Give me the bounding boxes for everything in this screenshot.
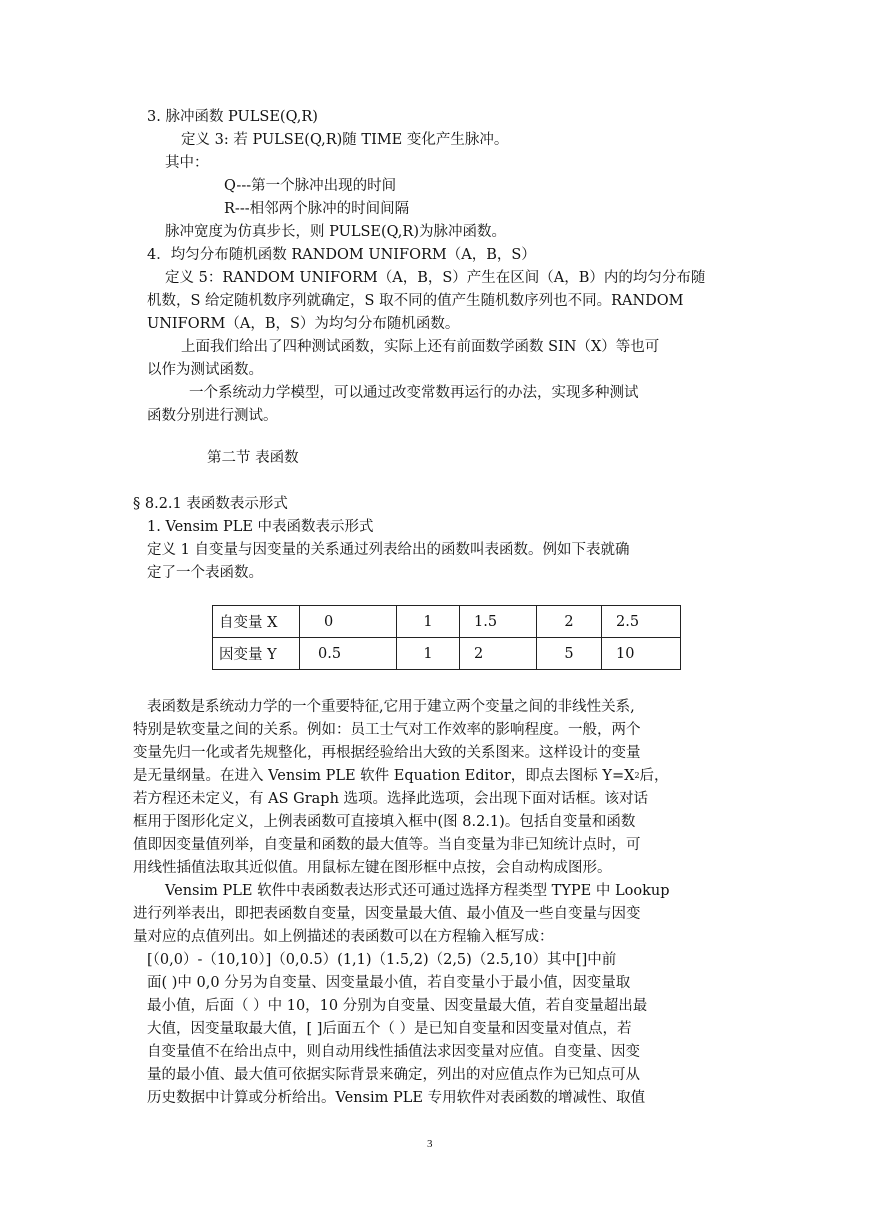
table-cell: 1 (397, 606, 460, 638)
test-functions-line-2: 以作为测试函数。 (147, 362, 263, 378)
para-line: 变量先归一化或者先规整化，再根据经验给出大致的关系图来。这样设计的变量 (133, 745, 641, 761)
table-cell: 10 (602, 638, 681, 670)
para-line: 面( )中 0,0 分另为自变量、因变量最小值，若自变量小于最小值，因变量取 (147, 975, 631, 991)
table-row (213, 638, 681, 670)
definition-3: 定义 3: 若 PULSE(Q,R)随 TIME 变化产生脉冲。 (181, 132, 509, 148)
para-line: 自变量值不在给出点中，则自动用线性插值法求因变量对应值。自变量、因变 (147, 1044, 640, 1060)
para-line: 用线性插值法取其近似值。用鼠标左键在图形框中点按，会自动构成图形。 (133, 860, 612, 876)
item-4-heading: 4．均匀分布随机函数 RANDOM UNIFORM（A，B，S） (147, 247, 536, 263)
where-label: 其中： (165, 155, 209, 171)
table-cell: 5 (537, 638, 602, 670)
para-line: [（0,0）-（10,10）]（0,0.5）(1,1)（1.5,2)（2,5)（2.5,10）其中[]中前 (147, 952, 617, 968)
item-3-heading: 3. 脉冲函数 PULSE(Q,R) (147, 109, 318, 125)
definition-1-line-2: 定了一个表函数。 (147, 565, 263, 581)
table-cell: 2.5 (602, 606, 681, 638)
para-line: 值即因变量值列举，自变量和函数的最大值等。当自变量为非已知统计点时，可 (133, 837, 641, 853)
table-cell: 0 (300, 606, 397, 638)
definition-1-line-1: 定义 1 自变量与因变量的关系通过列表给出的函数叫表函数。例如下表就确 (147, 542, 630, 558)
para-line: 若方程还未定义，有 AS Graph 选项。选择此选项，会出现下面对话框。该对话 (133, 791, 649, 807)
q-description: Q---第一个脉冲出现的时间 (224, 178, 397, 194)
section-title: 第二节 表函数 (207, 450, 299, 466)
definition-5-line-1: 定义 5：RANDOM UNIFORM（A，B，S）产生在区间（A，B）内的均匀分布随 (165, 270, 706, 286)
para-line: 量对应的点值列出。如上例描述的表函数可以在方程输入框写成： (133, 929, 554, 945)
para-line: 最小值，后面（ ）中 10，10 分别为自变量、因变量最大值，若自变量超出最 (147, 998, 648, 1014)
para-text: 后， (639, 768, 669, 784)
para-line: 进行列举表出，即把表函数自变量，因变量最大值、最小值及一些自变量与因变 (133, 906, 641, 922)
para-line: Vensim PLE 软件中表函数表达形式还可通过选择方程类型 TYPE 中 Lookup (165, 883, 670, 899)
para-line: 量的最小值、最大值可依据实际背景来确定，列出的对应值点作为已知点可从 (147, 1067, 640, 1083)
para-line: 特别是软变量之间的关系。例如：员工士气对工作效率的影响程度。一般，两个 (133, 722, 641, 738)
lookup-table (212, 605, 681, 670)
para-line: 大值，因变量取最大值，[ ]后面五个（ ）是已知自变量和因变量对值点，若 (147, 1021, 632, 1037)
para-line (133, 766, 669, 786)
para-line: 框用于图形化定义，上例表函数可直接填入框中(图 8.2.1)。包括自变量和函数 (133, 814, 636, 830)
table-cell: 因变量 Y (213, 638, 300, 670)
page-number: 3 (427, 1138, 433, 1150)
test-functions-line-1: 上面我们给出了四种测试函数，实际上还有前面数学函数 SIN（X）等也可 (181, 339, 660, 355)
table-row (213, 606, 681, 638)
table-cell: 自变量 X (213, 606, 300, 638)
table-cell: 2 (537, 606, 602, 638)
table-cell: 0.5 (300, 638, 397, 670)
table-cell: 2 (460, 638, 537, 670)
sd-model-line-1: 一个系统动力学模型，可以通过改变常数再运行的办法，实现多种测试 (189, 385, 639, 401)
para-line: 表函数是系统动力学的一个重要特征,它用于建立两个变量之间的非线性关系, (147, 699, 635, 715)
table-cell: 1.5 (460, 606, 537, 638)
pulse-width-text: 脉冲宽度为仿真步长，则 PULSE(Q,R)为脉冲函数。 (165, 224, 506, 240)
superscript: 2 (634, 771, 640, 780)
table-cell: 1 (397, 638, 460, 670)
para-line: 历史数据中计算或分析给出。Vensim PLE 专用软件对表函数的增减性、取值 (147, 1090, 646, 1106)
para-text: 是无量纲量。在进入 Vensim PLE 软件 Equation Editor，即点去图标 Y=X (133, 768, 635, 784)
definition-5-line-2: 机数，S 给定随机数序列就确定，S 取不同的值产生随机数序列也不同。RANDOM (147, 293, 684, 309)
sd-model-line-2: 函数分别进行测试。 (147, 408, 278, 424)
definition-5-line-3: UNIFORM（A，B，S）为均匀分布随机函数。 (147, 316, 460, 332)
subsection-heading: § 8.2.1 表函数表示形式 (133, 496, 288, 512)
r-description: R---相邻两个脉冲的时间间隔 (224, 201, 410, 217)
vensim-heading: 1. Vensim PLE 中表函数表示形式 (147, 519, 374, 535)
